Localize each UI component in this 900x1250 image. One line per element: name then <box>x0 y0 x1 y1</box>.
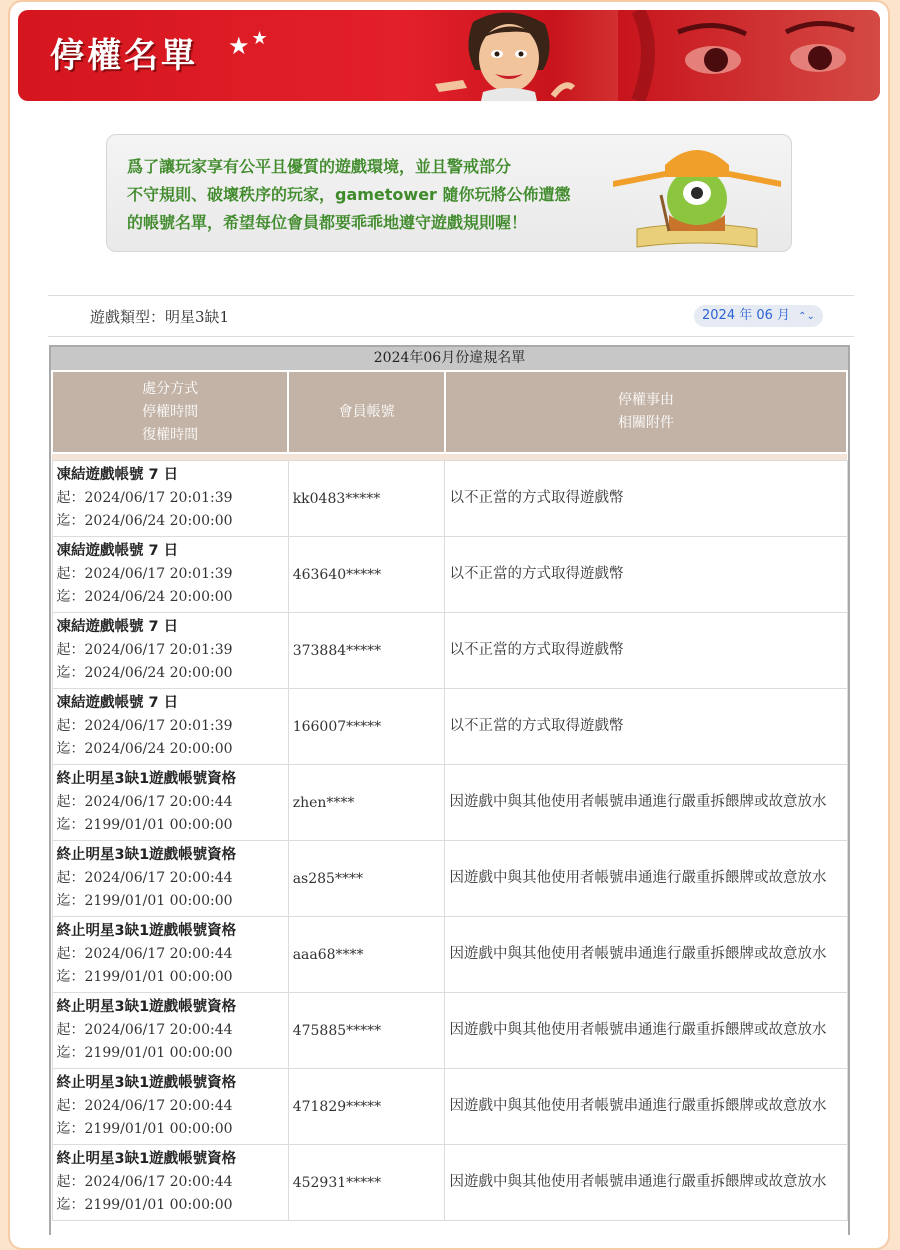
filter-bar <box>48 295 854 337</box>
suspend-start: 起：2024/06/17 20:00:44 <box>56 794 233 810</box>
suspend-start: 起：2024/06/17 20:01:39 <box>56 718 233 734</box>
suspend-start: 起：2024/06/17 20:00:44 <box>56 1022 233 1038</box>
penalty-cell <box>52 765 288 841</box>
suspension-reason: 因遊戲中與其他使用者帳號串通進行嚴重拆餵牌或故意放水 <box>445 917 847 993</box>
suspend-start: 起：2024/06/17 20:01:39 <box>56 642 233 658</box>
suspend-start: 起：2024/06/17 20:00:44 <box>56 946 233 962</box>
suspension-reason: 因遊戲中與其他使用者帳號串通進行嚴重拆餵牌或故意放水 <box>445 1069 847 1145</box>
suspend-start: 起：2024/06/17 20:00:44 <box>56 870 233 886</box>
chevron-up-down-icon: ⌃⌄ <box>798 311 815 322</box>
penalty-cell <box>52 1069 288 1145</box>
header-penalty: 處分方式 停權時間 復權時間 <box>52 371 288 453</box>
member-account: 373884***** <box>288 613 445 689</box>
suspension-reason: 以不正當的方式取得遊戲幣 <box>445 689 847 765</box>
violation-table <box>49 345 850 1235</box>
penalty-type: 終止明星3缺1遊戲帳號資格 <box>56 771 237 787</box>
notice-line: 的帳號名單，希望每位會員都要乖乖地遵守遊戲規則喔！ <box>127 213 528 232</box>
suspension-reason: 因遊戲中與其他使用者帳號串通進行嚴重拆餵牌或故意放水 <box>445 1145 847 1221</box>
penalty-cell <box>52 537 288 613</box>
table-caption: 2024年06月份違規名單 <box>51 347 848 370</box>
suspend-end: 迄：2024/06/24 20:00:00 <box>56 665 233 681</box>
table-row <box>52 613 847 689</box>
suspension-reason: 因遊戲中與其他使用者帳號串通進行嚴重拆餵牌或故意放水 <box>445 993 847 1069</box>
penalty-type: 終止明星3缺1遊戲帳號資格 <box>56 999 237 1015</box>
suspension-reason: 因遊戲中與其他使用者帳號串通進行嚴重拆餵牌或故意放水 <box>445 841 847 917</box>
table-row <box>52 841 847 917</box>
penalty-type: 凍結遊戲帳號 7 日 <box>56 467 179 483</box>
suspension-reason: 以不正當的方式取得遊戲幣 <box>445 537 847 613</box>
month-select[interactable] <box>694 305 823 327</box>
table-row <box>52 537 847 613</box>
penalty-type: 凍結遊戲帳號 7 日 <box>56 619 179 635</box>
suspend-end: 迄：2199/01/01 00:00:00 <box>56 893 233 909</box>
suspend-start: 起：2024/06/17 20:01:39 <box>56 490 233 506</box>
suspend-end: 迄：2024/06/24 20:00:00 <box>56 513 233 529</box>
suspend-end: 迄：2024/06/24 20:00:00 <box>56 741 233 757</box>
penalty-cell <box>52 993 288 1069</box>
suspend-end: 迄：2199/01/01 00:00:00 <box>56 1045 233 1061</box>
penalty-cell <box>52 917 288 993</box>
member-account: kk0483***** <box>288 461 445 537</box>
table-row <box>52 461 847 537</box>
game-type-label: 遊戲類型：明星3缺1 <box>90 308 230 326</box>
penalty-type: 終止明星3缺1遊戲帳號資格 <box>56 847 237 863</box>
notice-text <box>127 153 607 237</box>
caricature-illustration <box>433 10 583 101</box>
suspension-reason: 以不正當的方式取得遊戲幣 <box>445 461 847 537</box>
header-account: 會員帳號 <box>288 371 445 453</box>
penalty-type: 凍結遊戲帳號 7 日 <box>56 695 179 711</box>
suspend-end: 迄：2199/01/01 00:00:00 <box>56 1121 233 1137</box>
suspend-end: 迄：2199/01/01 00:00:00 <box>56 1197 233 1213</box>
penalty-cell <box>52 689 288 765</box>
table-row <box>52 1069 847 1145</box>
member-account: 471829***** <box>288 1069 445 1145</box>
member-account: as285**** <box>288 841 445 917</box>
member-account: 463640***** <box>288 537 445 613</box>
penalty-type: 終止明星3缺1遊戲帳號資格 <box>56 1151 237 1167</box>
notice-panel <box>106 134 792 252</box>
table-row <box>52 765 847 841</box>
penalty-type: 終止明星3缺1遊戲帳號資格 <box>56 923 237 939</box>
table-row <box>52 1145 847 1221</box>
face-illustration <box>618 10 880 101</box>
member-account: 166007***** <box>288 689 445 765</box>
table-row <box>52 917 847 993</box>
member-account: 475885***** <box>288 993 445 1069</box>
judge-mascot-illustration <box>607 135 787 253</box>
table-row <box>52 993 847 1069</box>
suspend-start: 起：2024/06/17 20:00:44 <box>56 1098 233 1114</box>
penalty-type: 凍結遊戲帳號 7 日 <box>56 543 179 559</box>
penalty-cell <box>52 461 288 537</box>
penalty-cell <box>52 613 288 689</box>
suspension-reason: 因遊戲中與其他使用者帳號串通進行嚴重拆餵牌或故意放水 <box>445 765 847 841</box>
table-row <box>52 689 847 765</box>
star-icons: ★ ★ <box>228 28 268 60</box>
member-account: zhen**** <box>288 765 445 841</box>
page-title: 停權名單 <box>50 36 198 76</box>
penalty-type: 終止明星3缺1遊戲帳號資格 <box>56 1075 237 1091</box>
month-select-value: 2024 年 06 月 <box>702 308 791 323</box>
header-banner <box>18 10 880 101</box>
suspend-start: 起：2024/06/17 20:01:39 <box>56 566 233 582</box>
penalty-cell <box>52 1145 288 1221</box>
suspend-end: 迄：2024/06/24 20:00:00 <box>56 589 233 605</box>
header-reason: 停權事由 相關附件 <box>445 371 847 453</box>
member-account: 452931***** <box>288 1145 445 1221</box>
suspend-end: 迄：2199/01/01 00:00:00 <box>56 969 233 985</box>
suspension-reason: 以不正當的方式取得遊戲幣 <box>445 613 847 689</box>
notice-line: 不守規則、破壞秩序的玩家，gametower 隨你玩將公佈遭懲 <box>127 185 571 204</box>
notice-line: 爲了讓玩家享有公平且優質的遊戲環境，並且警戒部分 <box>127 157 512 176</box>
suspend-start: 起：2024/06/17 20:00:44 <box>56 1174 233 1190</box>
member-account: aaa68**** <box>288 917 445 993</box>
suspend-end: 迄：2199/01/01 00:00:00 <box>56 817 233 833</box>
penalty-cell <box>52 841 288 917</box>
